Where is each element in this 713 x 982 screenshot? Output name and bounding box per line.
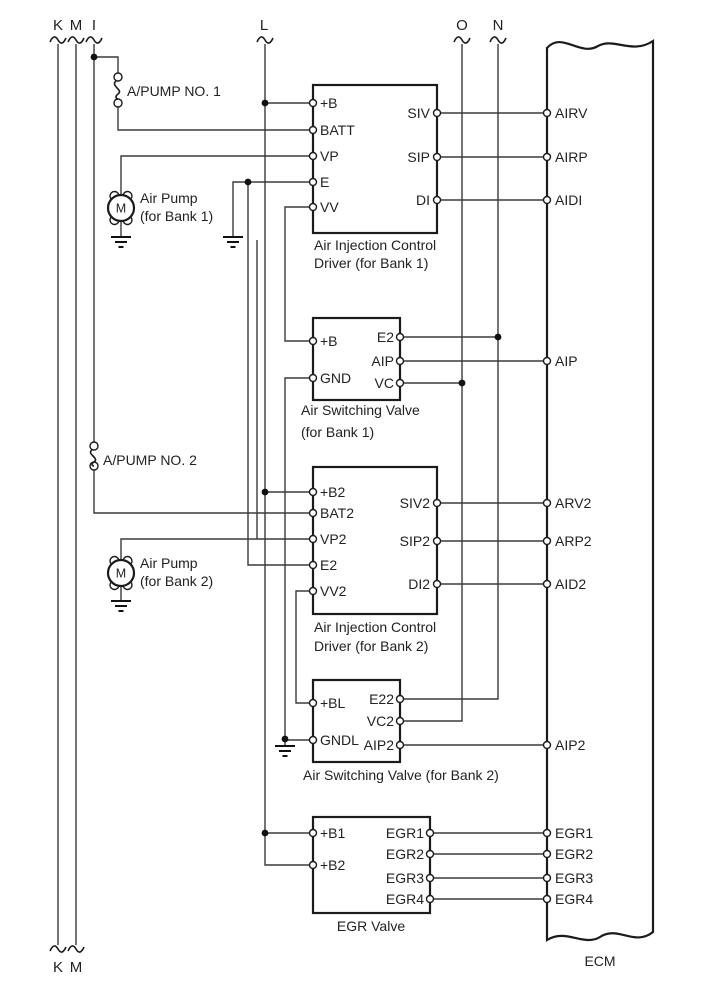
egr-left-label: +B2 (320, 857, 346, 873)
air-pump-2 (108, 555, 213, 590)
pin-driver1-sip (434, 154, 441, 161)
fuse-label: A/PUMP NO. 2 (103, 452, 197, 468)
fuse-apump2 (90, 442, 197, 470)
egr-right-label: EGR1 (385, 825, 424, 841)
egr-valve (310, 817, 434, 934)
pin-asv1-vc (397, 380, 404, 387)
driver1-caption-line2: Driver (for Bank 1) (314, 255, 429, 271)
driver1-right-label: SIP (407, 149, 430, 165)
junction-dot (91, 54, 98, 61)
pin-driver1-batt (310, 127, 317, 134)
ecm-pin-label: AIRP (555, 149, 588, 165)
fuse-label: A/PUMP NO. 1 (127, 83, 221, 99)
driver2-right-label: SIP2 (399, 533, 430, 549)
pin-driver2-sip2 (434, 538, 441, 545)
air-switching-valve-bank2 (303, 680, 499, 783)
junction-dot (282, 736, 289, 743)
egr-left-label: +B1 (320, 825, 346, 841)
pin-ecm-aidi (544, 197, 551, 204)
driver1-left-label: +B (320, 95, 338, 111)
driver2-caption-line1: Air Injection Control (314, 619, 437, 635)
ecm-pin-label: AIP2 (555, 737, 586, 753)
pin-ecm-arv2 (544, 500, 551, 507)
junction-dot (262, 489, 269, 496)
ecm-pin-label: EGR2 (555, 846, 594, 862)
pump2-label-line1: Air Pump (140, 555, 198, 571)
pin-ecm-aip2 (544, 742, 551, 749)
vv-to-asv1-wire (285, 207, 309, 341)
ecm-pin-label: AIDI (555, 192, 583, 208)
pin-driver2-vp2 (310, 536, 317, 543)
pin-asv2-e22 (397, 696, 404, 703)
egr-right-label: EGR4 (385, 891, 424, 907)
driver2-left-label: VP2 (320, 531, 347, 547)
pin-ecm-egr4 (544, 896, 551, 903)
air-pump-1 (108, 190, 213, 225)
driver1-left-label: BATT (320, 122, 355, 138)
driver1-left-label: E (320, 174, 330, 190)
pin-ecm-airp (544, 154, 551, 161)
pin-driver1-e (310, 179, 317, 186)
pin-asv2-plus-bl (310, 700, 317, 707)
pin-driver1-di (434, 197, 441, 204)
pin-ecm-arp2 (544, 538, 551, 545)
pin-ecm-aip (544, 358, 551, 365)
junction-dot (245, 179, 252, 186)
junction-dot (262, 830, 269, 837)
pump2-label-line2: (for Bank 2) (140, 573, 214, 589)
air-injection-control-driver-bank1 (310, 85, 441, 271)
rail-label-o-top: O (456, 17, 468, 34)
pin-asv2-gndl (310, 737, 317, 744)
fuse1-to-batt-wire (118, 107, 309, 130)
asv1-left-label: GND (320, 370, 352, 386)
rail-label-l-top: L (259, 17, 269, 34)
asv1-right-label: VC (374, 375, 394, 391)
pin-ecm-aid2 (544, 581, 551, 588)
egr-right-label: EGR2 (385, 846, 424, 862)
pin-driver2-vv2 (310, 588, 317, 595)
pin-ecm-airv (544, 110, 551, 117)
ground-symbols (111, 237, 295, 756)
asv2-right-label: AIP2 (363, 737, 394, 753)
e-ground-wire (233, 182, 309, 237)
asv2-left-label: +BL (320, 695, 346, 711)
ecm (544, 41, 654, 969)
driver1-right-label: DI (416, 192, 430, 208)
asv1-right-label: AIP (371, 353, 394, 369)
pin-asv1-plus-b (310, 338, 317, 345)
driver1-left-label: VV (320, 199, 339, 215)
motor-letter: M (115, 201, 127, 216)
pin-ecm-egr3 (544, 875, 551, 882)
rail-label-i-top: I (91, 17, 97, 34)
ecm-pin-label: ARV2 (555, 495, 592, 511)
pin-egr-plus-b2 (310, 862, 317, 869)
driver2-caption-line2: Driver (for Bank 2) (314, 638, 429, 654)
ecm-body (547, 41, 653, 940)
pin-driver2-siv2 (434, 500, 441, 507)
fuse-apump1 (114, 73, 221, 107)
junction-dot (262, 100, 269, 107)
pin-driver1-vv (310, 204, 317, 211)
pin-driver1-plus-b (310, 100, 317, 107)
rail-label-m-bottom: M (69, 959, 83, 976)
junction-dot (459, 380, 466, 387)
pin-egr-egr4 (427, 896, 434, 903)
pin-asv2-aip2 (397, 742, 404, 749)
pin-egr-plus-b1 (310, 830, 317, 837)
ground-symbol (223, 237, 243, 247)
driver2-left-label: +B2 (320, 484, 346, 500)
fuse-squiggle (114, 81, 119, 99)
ecm-pin-label: EGR3 (555, 870, 594, 886)
asv2-caption: Air Switching Valve (for Bank 2) (303, 767, 499, 783)
ground-symbol (111, 601, 131, 611)
asv2-right-label: VC2 (366, 713, 394, 729)
pin-asv1-e2 (397, 334, 404, 341)
ecm-pin-label: EGR1 (555, 825, 594, 841)
ecm-pin-label: AID2 (555, 576, 587, 592)
pin-driver1-siv (434, 110, 441, 117)
air-switching-valve-bank1 (301, 318, 420, 440)
pump1-label-line1: Air Pump (140, 190, 198, 206)
asv1-right-label: E2 (376, 329, 394, 345)
junction-dots (91, 54, 502, 837)
pin-ecm-egr2 (544, 851, 551, 858)
pin-driver2-plus-b2 (310, 489, 317, 496)
rail-label-k-bottom: K (52, 959, 64, 976)
asv2-left-label: GNDL (320, 732, 359, 748)
driver2-left-label: BAT2 (320, 505, 354, 521)
asv1-caption-line1: Air Switching Valve (301, 402, 420, 418)
junction-dot (495, 334, 502, 341)
ecm-pin-label: EGR4 (555, 891, 594, 907)
asv1-left-label: +B (320, 333, 338, 349)
rail-label-m-top: M (69, 17, 83, 34)
driver2-left-label: VV2 (320, 583, 347, 599)
pin-egr-egr1 (427, 830, 434, 837)
pin-driver1-vp (310, 153, 317, 160)
ecm-pin-label: AIRV (555, 105, 588, 121)
ground-symbol (275, 746, 295, 756)
asv2-right-label: E22 (369, 691, 394, 707)
egr-caption: EGR Valve (336, 918, 406, 934)
egr-right-label: EGR3 (385, 870, 424, 886)
pin-driver2-bat2 (310, 510, 317, 517)
pin-egr-egr2 (427, 851, 434, 858)
wires (58, 44, 543, 945)
motor-letter: M (115, 566, 127, 581)
driver2-right-label: DI2 (408, 576, 430, 592)
pin-driver2-di2 (434, 581, 441, 588)
pin-ecm-egr1 (544, 830, 551, 837)
rail-label-n-top: N (492, 17, 504, 34)
driver1-caption-line1: Air Injection Control (314, 237, 437, 253)
rail-label-k-top: K (52, 17, 64, 34)
rail-l-wire (265, 44, 309, 865)
pin-driver2-e2 (310, 562, 317, 569)
asv1-caption-line2: (for Bank 1) (301, 424, 375, 440)
air-injection-control-driver-bank2 (310, 467, 441, 654)
ground-symbol (111, 237, 131, 247)
driver2-right-label: SIV2 (399, 495, 430, 511)
pump1-label-line2: (for Bank 1) (140, 208, 214, 224)
ecm-pin-label: AIP (555, 353, 578, 369)
pin-asv1-aip (397, 358, 404, 365)
ecm-label: ECM (584, 953, 616, 969)
driver2-left-label: E2 (320, 557, 338, 573)
pin-egr-egr3 (427, 875, 434, 882)
driver1-left-label: VP (320, 148, 339, 164)
vv2-to-asv2-wire (296, 591, 309, 703)
ecm-pin-label: ARP2 (555, 533, 592, 549)
pin-asv2-vc2 (397, 718, 404, 725)
driver1-right-label: SIV (407, 105, 430, 121)
pin-asv1-gnd (310, 375, 317, 382)
branch-to-fuse1-wire (94, 57, 118, 73)
